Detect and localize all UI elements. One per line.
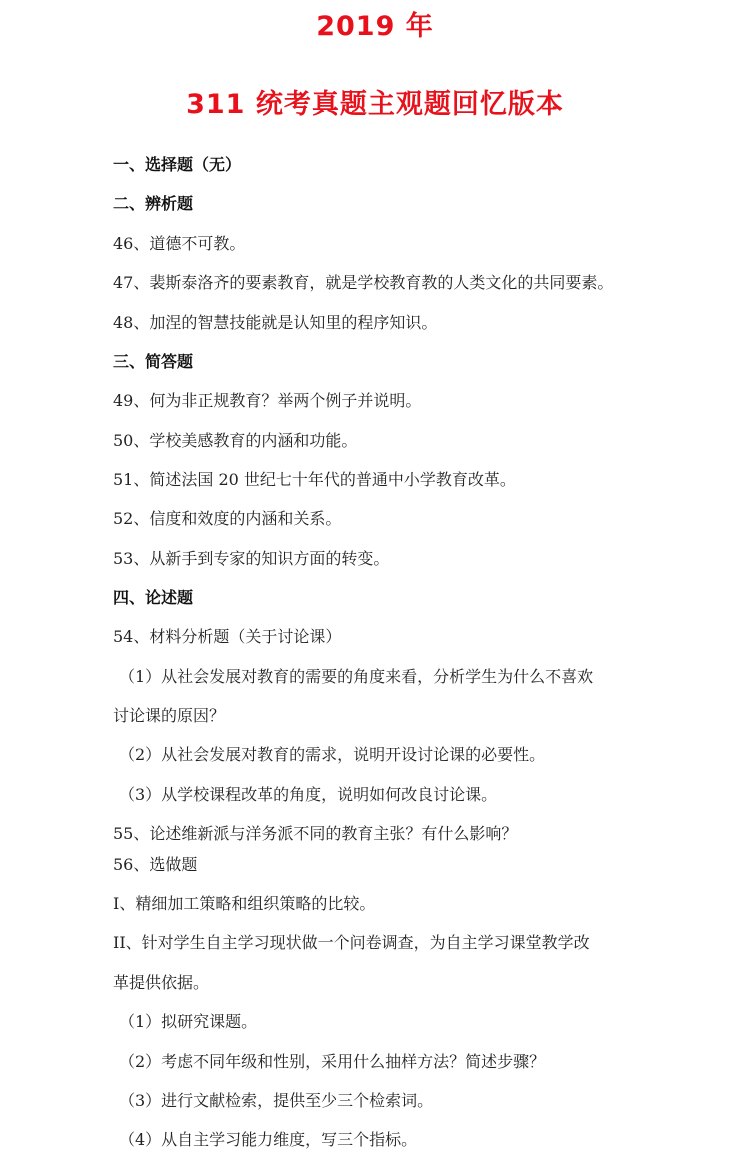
question-54-part-3: （3）从学校课程改革的角度，说明如何改良讨论课。: [119, 785, 498, 804]
question-54-part-2: （2）从社会发展对教育的需求，说明开设讨论课的必要性。: [119, 745, 546, 764]
section-heading-analysis: 二、辨析题: [113, 194, 194, 213]
question-53: 53、从新手到专家的知识方面的转变。: [113, 549, 390, 568]
question-56: 56、选做题: [113, 855, 198, 874]
question-54-part-1: （1）从社会发展对教育的需要的角度来看，分析学生为什么不喜欢: [119, 667, 594, 686]
question-56-part-3: （3）进行文献检索，提供至少三个检索词。: [119, 1091, 434, 1110]
question-52: 52、信度和效度的内涵和关系。: [113, 509, 342, 528]
section-heading-essay: 四、论述题: [113, 588, 194, 607]
question-56-option-2-cont: 革提供依据。: [113, 973, 210, 992]
question-56-part-1: （1）拟研究课题。: [119, 1012, 258, 1031]
section-heading-choice: 一、选择题（无）: [113, 155, 242, 174]
question-56-option-2: II、针对学生自主学习现状做一个问卷调查，为自主学习课堂教学改: [113, 933, 590, 952]
document-subtitle: 311 统考真题主观题回忆版本: [186, 89, 564, 120]
question-51: 51、简述法国 20 世纪七十年代的普通中小学教育改革。: [113, 470, 516, 489]
question-47: 47、裴斯泰洛齐的要素教育，就是学校教育教的人类文化的共同要素。: [113, 273, 614, 292]
question-49: 49、何为非正规教育？举两个例子并说明。: [113, 391, 422, 410]
document-title: 2019 年: [316, 11, 434, 42]
question-56-option-1: I、精细加工策略和组织策略的比较。: [113, 894, 376, 913]
question-48: 48、加涅的智慧技能就是认知里的程序知识。: [113, 313, 438, 332]
question-50: 50、学校美感教育的内涵和功能。: [113, 431, 358, 450]
question-54-part-1-cont: 讨论课的原因？: [113, 706, 226, 725]
question-54: 54、材料分析题（关于讨论课）: [113, 627, 342, 646]
question-56-part-2: （2）考虑不同年级和性别，采用什么抽样方法？简述步骤？: [119, 1052, 546, 1071]
question-55: 55、论述维新派与洋务派不同的教育主张？有什么影响？: [113, 824, 518, 843]
section-heading-short-answer: 三、简答题: [113, 352, 194, 371]
question-46: 46、道德不可教。: [113, 234, 246, 253]
question-56-part-4: （4）从自主学习能力维度，写三个指标。: [119, 1130, 418, 1149]
